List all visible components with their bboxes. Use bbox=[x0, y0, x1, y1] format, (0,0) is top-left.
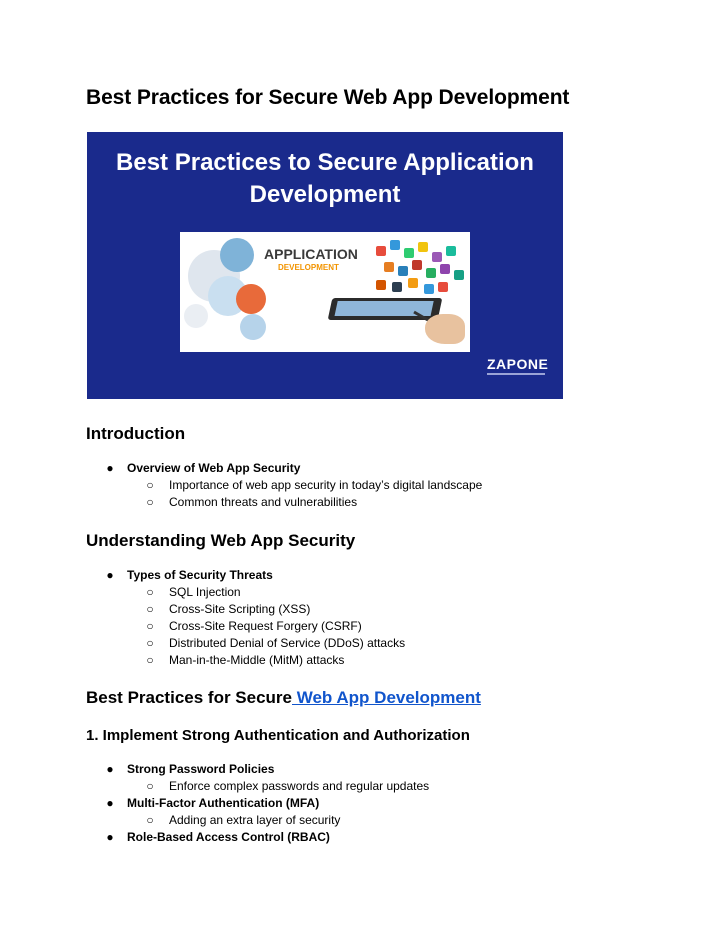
sub-bullet-icon: ○ bbox=[146, 585, 154, 599]
cloud-bubble-icon bbox=[240, 314, 266, 340]
bullet-icon: ● bbox=[106, 830, 114, 844]
list-item-label: Multi-Factor Authentication (MFA) bbox=[127, 796, 320, 810]
sub-bullet-icon: ○ bbox=[146, 478, 154, 492]
app-tile-icon bbox=[454, 270, 464, 280]
list-subitem-text: Enforce complex passwords and regular updates bbox=[169, 779, 430, 793]
bullet-icon: ● bbox=[106, 762, 114, 776]
sub-bullet-icon: ○ bbox=[146, 813, 154, 827]
bullet-icon: ● bbox=[106, 568, 114, 582]
sub-bullet-icon: ○ bbox=[146, 779, 154, 793]
hero-image bbox=[87, 132, 563, 399]
list-subitem-text: Common threats and vulnerabilities bbox=[169, 495, 358, 509]
sub-bullet-icon: ○ bbox=[146, 602, 154, 616]
list-subitem-text: Distributed Denial of Service (DDoS) attacks bbox=[169, 636, 406, 650]
sub-bullet-icon: ○ bbox=[146, 619, 154, 633]
app-tile-icon bbox=[446, 246, 456, 256]
app-tile-icon bbox=[408, 278, 418, 288]
section-heading-best-practices bbox=[86, 688, 481, 708]
app-tile-icon bbox=[390, 240, 400, 250]
list-subitem-text: Cross-Site Request Forgery (CSRF) bbox=[169, 619, 362, 633]
list-item-label: Strong Password Policies bbox=[127, 762, 275, 776]
heading-prefix: Best Practices for Secure bbox=[86, 688, 292, 707]
list-item-label: Role-Based Access Control (RBAC) bbox=[127, 830, 330, 844]
list-subitem-text: Importance of web app security in today’s digital landscape bbox=[169, 478, 483, 492]
zapone-logo: ZAPONE bbox=[487, 356, 549, 372]
section-heading-introduction: Introduction bbox=[86, 424, 186, 443]
app-tile-icon bbox=[438, 282, 448, 292]
hand-icon bbox=[425, 314, 465, 344]
code-bubble-icon bbox=[220, 238, 254, 272]
app-tile-icon bbox=[376, 246, 386, 256]
app-tile-icon bbox=[432, 252, 442, 262]
hero-title-line-1: Best Practices to Secure Application bbox=[116, 149, 534, 176]
list-subitem-text: Man-in-the-Middle (MitM) attacks bbox=[169, 653, 345, 667]
list-item-label: Types of Security Threats bbox=[127, 568, 273, 582]
app-tile-icon bbox=[424, 284, 434, 294]
app-bubble-icon bbox=[236, 284, 266, 314]
web-app-development-link[interactable]: Web App Development bbox=[292, 688, 481, 707]
app-tile-icon bbox=[404, 248, 414, 258]
app-tile-icon bbox=[418, 242, 428, 252]
bullet-icon: ● bbox=[106, 796, 114, 810]
app-tile-icon bbox=[376, 280, 386, 290]
sub-bullet-icon: ○ bbox=[146, 653, 154, 667]
app-tile-icon bbox=[392, 282, 402, 292]
sub-bullet-icon: ○ bbox=[146, 636, 154, 650]
app-tile-icon bbox=[440, 264, 450, 274]
logo-tagline-bar bbox=[487, 373, 545, 375]
app-tile-icon bbox=[426, 268, 436, 278]
app-tile-icon bbox=[384, 262, 394, 272]
app-tile-icon bbox=[398, 266, 408, 276]
list-subitem-text: Cross-Site Scripting (XSS) bbox=[169, 602, 311, 616]
list-subitem-text: SQL Injection bbox=[169, 585, 241, 599]
list-item-label: Overview of Web App Security bbox=[127, 461, 301, 475]
document-title: Best Practices for Secure Web App Development bbox=[86, 86, 570, 109]
sub-bullet-icon: ○ bbox=[146, 495, 154, 509]
panel-title: APPLICATION bbox=[264, 246, 358, 262]
bullet-icon: ● bbox=[106, 461, 114, 475]
section-heading-understanding: Understanding Web App Security bbox=[86, 531, 356, 550]
network-bubble-icon bbox=[184, 304, 208, 328]
app-tile-icon bbox=[412, 260, 422, 270]
subsection-heading-authentication: 1. Implement Strong Authentication and Authorization bbox=[86, 727, 470, 744]
hero-title-line-2: Development bbox=[249, 181, 401, 208]
hero-illustration-panel bbox=[180, 232, 470, 352]
list-subitem-text: Adding an extra layer of security bbox=[169, 813, 341, 827]
panel-subtitle: DEVELOPMENT bbox=[278, 263, 339, 272]
